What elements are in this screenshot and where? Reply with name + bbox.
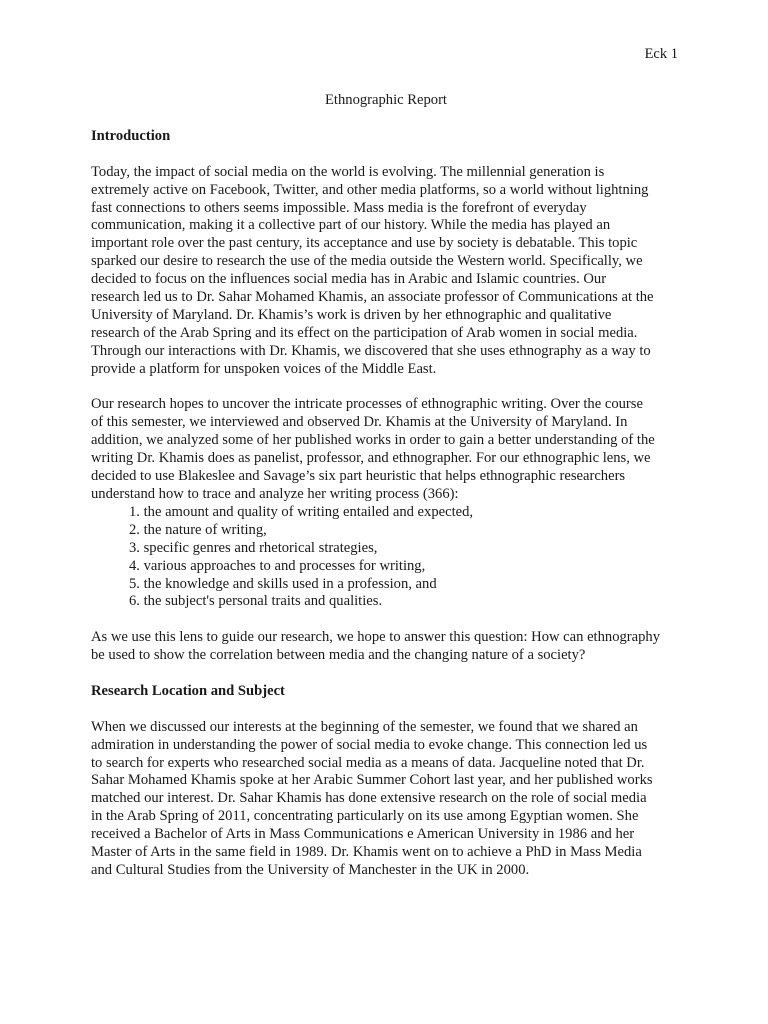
intro-paragraph-3: As we use this lens to guide our research, we hope to answer this question: How can ethnography be used to show the correlation between media and the changing nature of a society? (91, 629, 661, 664)
intro-paragraph-2: Our research hopes to uncover the intricate processes of ethnographic writing. Over the course of this semester, we interviewed and observed Dr. Khamis at the University of Maryland. In addition, we analyzed some of her published works in order to gain a better understanding of the writing Dr. Khamis does as panelist, professor, and ethnographer. For our ethnographic lens, we decided to use Blakeslee and Savage’s six part heuristic that helps ethnographic researchers understand how to trace and analyze her writing process (366): (91, 396, 655, 502)
list-item: 2. the nature of writing, (129, 521, 267, 538)
list-item: 4. various approaches to and processes for writing, (129, 557, 426, 574)
list-item: 6. the subject's personal traits and qualities. (129, 593, 383, 610)
location-paragraph-1: When we discussed our interests at the beginning of the semester, we found that we shared an admiration in understanding the power of social media to evoke change. This connection led us to search for experts who researched social media as a means of data. Jacqueline noted that Dr. Sahar Mohamed Khamis spoke at her Arabic Summer Cohort last year, and her published works matched our interest. Dr. Sahar Khamis has done extensive research on the role of social media in the Arab Spring of 2011, concentrating particularly on its use among Egyptian women. She received a Bachelor of Arts in Mass Communications e American University in 1986 and her Master of Arts in the same field in 1989. Dr. Khamis went on to achieve a PhD in Mass Media and Cultural Studies from the University of Manchester in the UK in 2000. (91, 718, 653, 878)
document-body (91, 92, 681, 898)
list-item: 1. the amount and quality of writing entailed and expected, (129, 503, 474, 520)
intro-paragraph-1: Today, the impact of social media on the world is evolving. The millennial generation is extremely active on Facebook, Twitter, and other media platforms, so a world without lightning fast connections to others seems impossible. Mass media is the forefront of everyday communication, making it a collective part of our history. While the media has played an important role over the past century, its acceptance and use by society is debatable. This topic sparked our desire to research the use of the media outside the Western world. Specifically, we decided to focus on the influences social media has in Arabic and Islamic countries. Our research led us to Dr. Sahar Mohamed Khamis, an associate professor of Communications at the University of Maryland. Dr. Khamis’s work is driven by her ethnographic and qualitative research of the Arab Spring and its effect on the participation of Arab women in social media. Through our interactions with Dr. Khamis, we discovered that she uses ethnography as a way to provide a platform for unspoken voices of the Middle East. (91, 163, 654, 377)
heuristic-list (91, 504, 681, 611)
list-item: 5. the knowledge and skills used in a profession, and (129, 575, 437, 592)
list-item: 3. specific genres and rhetorical strategies, (129, 539, 378, 556)
page-number-header: Eck 1 (644, 46, 678, 62)
section-heading-introduction: Introduction (91, 127, 171, 144)
document-title: Ethnographic Report (325, 92, 447, 108)
section-heading-location: Research Location and Subject (91, 682, 285, 699)
